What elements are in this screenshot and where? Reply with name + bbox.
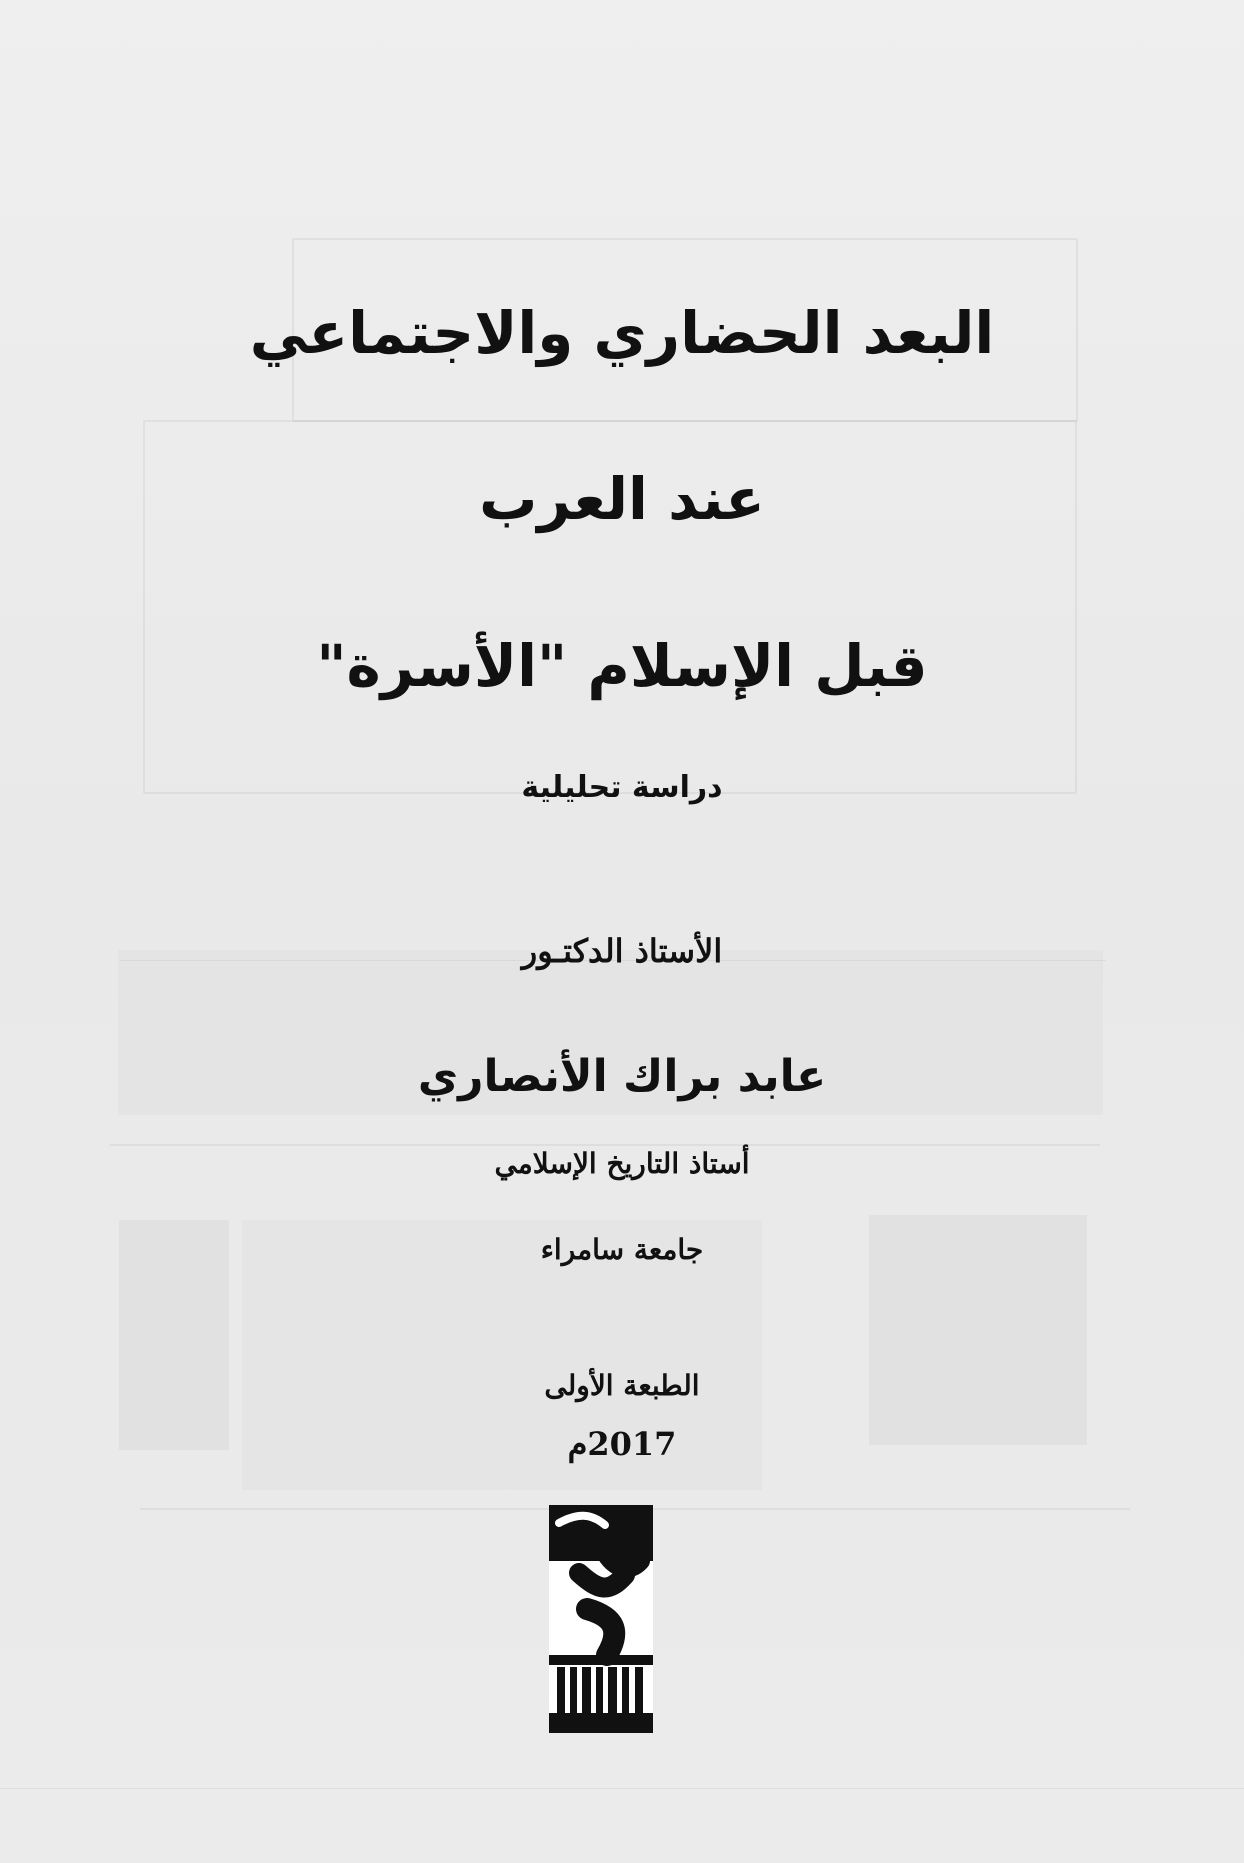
author-prefix: الأستاذ الدكتـور xyxy=(521,932,723,970)
edition-label: الطبعة الأولى xyxy=(544,1369,700,1402)
ghost-line-3 xyxy=(0,1788,1244,1789)
title-line-3: قبل الإسلام "الأسرة" xyxy=(316,632,928,700)
subtitle: دراسة تحليلية xyxy=(521,770,723,805)
edition-year: 2017م xyxy=(567,1425,677,1463)
ghost-line-1 xyxy=(110,1144,1100,1146)
university-name: جامعة سامراء xyxy=(540,1233,704,1266)
author-position: أستاذ التاريخ الإسلامي xyxy=(494,1147,750,1180)
dar-logo-icon xyxy=(549,1505,653,1733)
title-line-2: عند العرب xyxy=(479,465,765,533)
author-name: عابد براك الأنصاري xyxy=(417,1051,827,1102)
title-line-1: البعد الحضاري والاجتماعي xyxy=(249,299,995,367)
